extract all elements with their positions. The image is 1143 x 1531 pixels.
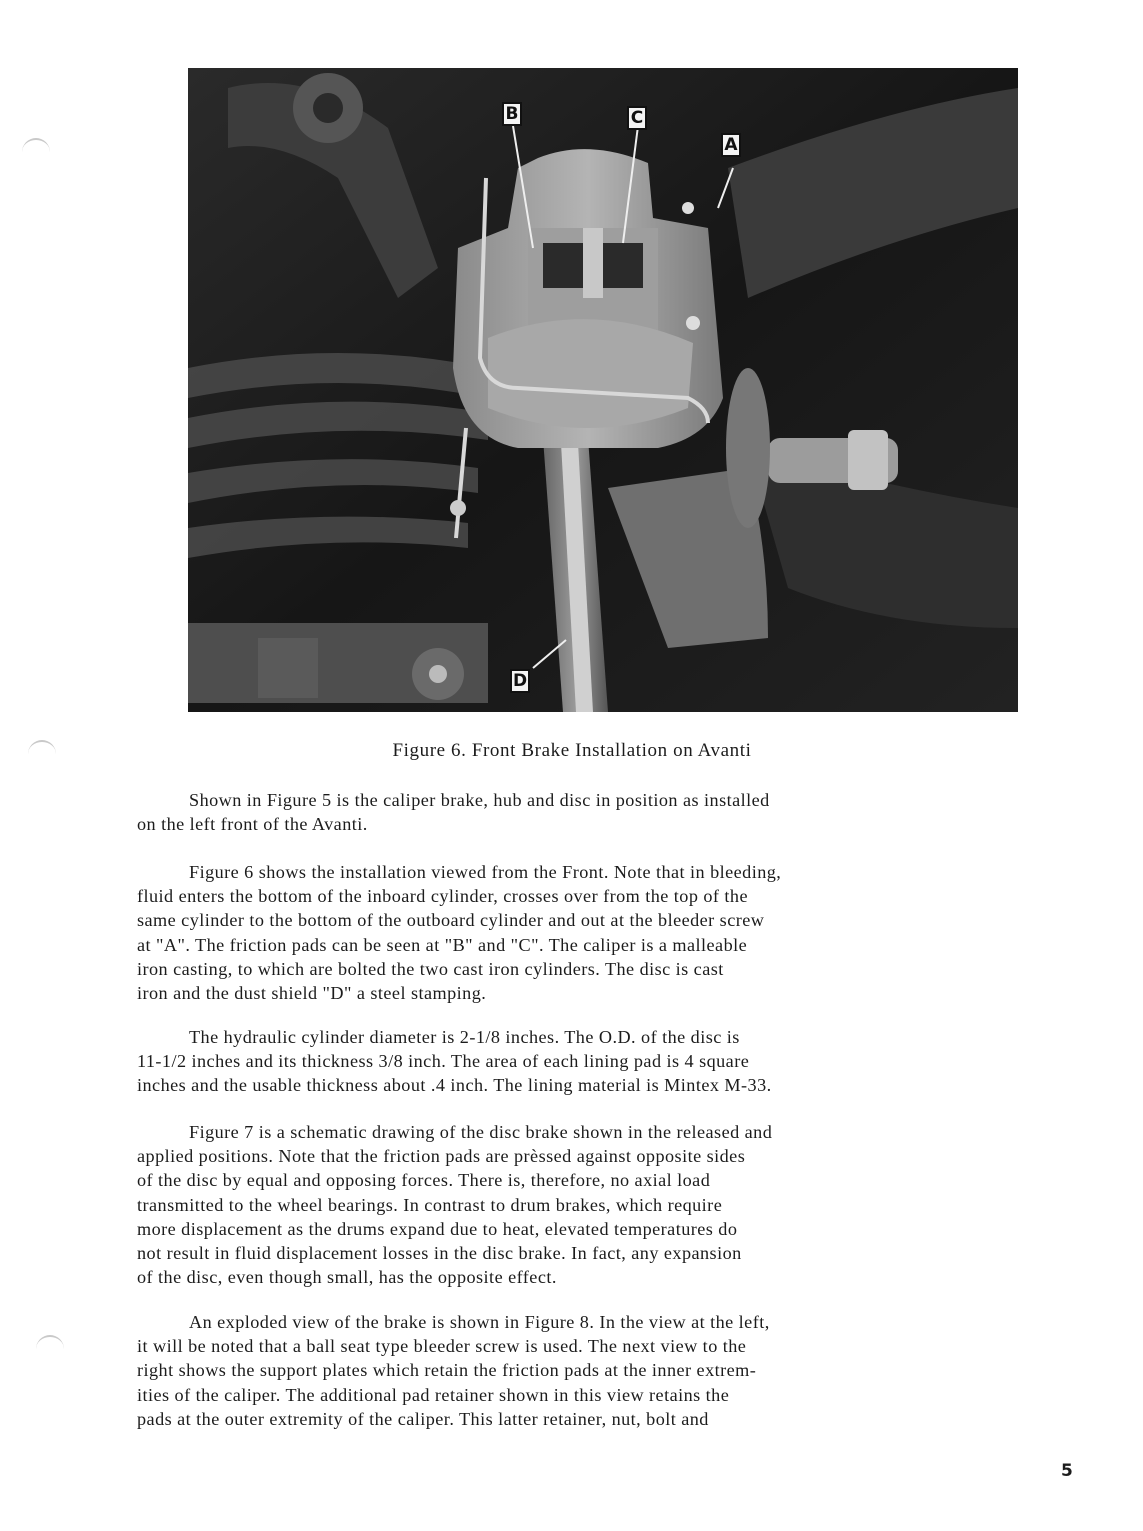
text-line: fluid enters the bottom of the inboard cylinder, crosses over from the top of the — [137, 886, 748, 907]
paragraph-2 — [137, 860, 1087, 1005]
text-line: of the disc by equal and opposing forces. There is, therefore, no axial load — [137, 1170, 711, 1191]
paragraph-5 — [137, 1310, 1087, 1431]
paragraph-1 — [137, 788, 1087, 836]
text-line: Figure 6 shows the installation viewed from the Front. Note that in bleeding, — [189, 862, 782, 882]
text-line: applied positions. Note that the friction pads are prèssed against opposite sides — [137, 1146, 746, 1167]
text-line: iron casting, to which are bolted the two cast iron cylinders. The disc is cast — [137, 958, 724, 979]
text-line: inches and the usable thickness about .4 inch. The lining material is Mintex M-33. — [137, 1075, 772, 1096]
figure-6-photo — [188, 68, 1018, 712]
text-line: An exploded view of the brake is shown in Figure 8. In the view at the left, — [189, 1312, 770, 1332]
text-line: Shown in Figure 5 is the caliper brake, hub and disc in position as installed — [189, 790, 770, 810]
page-number: 5 — [1061, 1461, 1073, 1481]
text-line: on the left front of the Avanti. — [137, 814, 368, 835]
text-line: more displacement as the drums expand due to heat, elevated temperatures do — [137, 1218, 738, 1239]
text-line: transmitted to the wheel bearings. In contrast to drum brakes, which require — [137, 1194, 723, 1215]
paragraph-4 — [137, 1120, 1087, 1289]
callout-label-d: D — [510, 669, 530, 693]
brake-photo-illustration — [188, 68, 1018, 712]
scan-mark — [22, 138, 50, 152]
text-line: iron and the dust shield "D" a steel stamping. — [137, 983, 487, 1004]
text-line: it will be noted that a ball seat type bleeder screw is used. The next view to the — [137, 1336, 747, 1357]
text-line: The hydraulic cylinder diameter is 2-1/8 inches. The O.D. of the disc is — [189, 1027, 740, 1047]
figure-caption: Figure 6. Front Brake Installation on Avanti — [392, 740, 752, 761]
text-line: at "A". The friction pads can be seen at "B" and "C". The caliper is a malleable — [137, 934, 748, 955]
text-line: ities of the caliper. The additional pad retainer shown in this view retains the — [137, 1384, 730, 1405]
callout-label-a: A — [721, 133, 741, 157]
text-line: 11-1/2 inches and its thickness 3/8 inch. The area of each lining pad is 4 square — [137, 1051, 750, 1072]
text-line: Figure 7 is a schematic drawing of the disc brake shown in the released and — [189, 1122, 773, 1142]
text-line: same cylinder to the bottom of the outboard cylinder and out at the bleeder screw — [137, 910, 765, 931]
text-line: pads at the outer extremity of the caliper. This latter retainer, nut, bolt and — [137, 1408, 709, 1429]
text-line: right shows the support plates which retain the friction pads at the inner extrem- — [137, 1360, 757, 1381]
text-line: of the disc, even though small, has the opposite effect. — [137, 1267, 557, 1288]
callout-label-c: C — [627, 106, 647, 130]
scan-mark — [36, 1335, 64, 1349]
paragraph-3 — [137, 1025, 1087, 1098]
callout-label-b: B — [502, 102, 522, 126]
text-line: not result in fluid displacement losses in the disc brake. In fact, any expansion — [137, 1243, 742, 1264]
